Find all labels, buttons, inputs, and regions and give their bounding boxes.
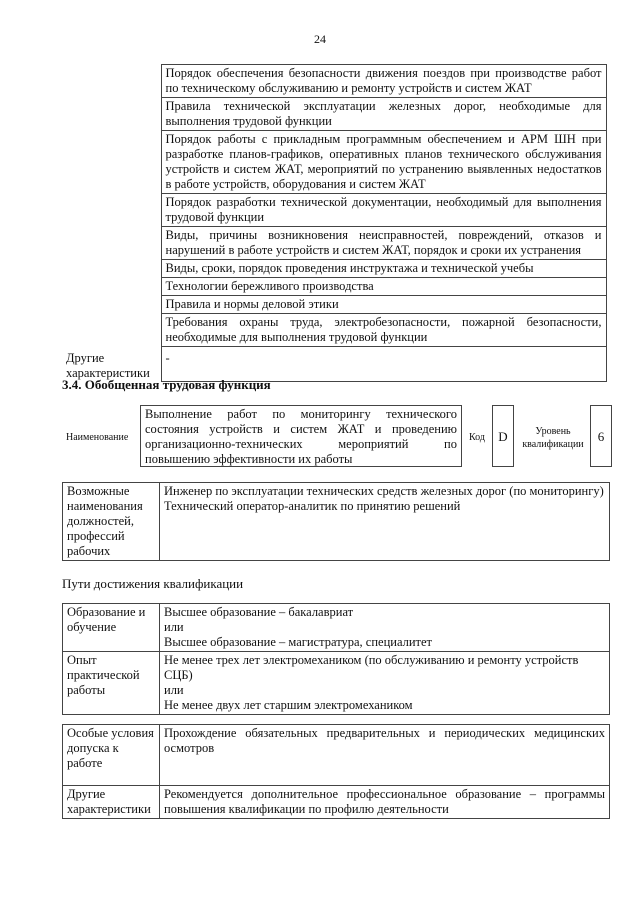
knowledge-item: Порядок обеспечения безопасности движения поездов при производстве работ по техническому обслуживанию и ремонту устройств и систем ЖАТ xyxy=(161,65,606,98)
text-line: Высшее образование – магистратура, специалитет xyxy=(164,635,433,649)
knowledge-spacer-cell xyxy=(62,131,161,194)
knowledge-row xyxy=(62,131,606,194)
knowledge-item: Виды, причины возникновения неисправностей, повреждений, отказов и нарушений в работе устройств и систем ЖАТ, порядок и сроки их устранения xyxy=(161,227,606,260)
experience-value xyxy=(160,652,610,715)
education-label: Образование и обучение xyxy=(63,604,160,652)
text-line: Высшее образование – бакалавриат xyxy=(164,605,354,619)
code-label: Код xyxy=(469,432,485,443)
text-line: или xyxy=(164,683,184,697)
knowledge-row xyxy=(62,194,606,227)
code-box xyxy=(492,405,514,467)
knowledge-row xyxy=(62,98,606,131)
text-line: или xyxy=(164,620,184,634)
knowledge-spacer-cell xyxy=(62,194,161,227)
knowledge-spacer-cell xyxy=(62,296,161,314)
function-name: Выполнение работ по мониторингу технического состояния устройств и систем ЖАТ и проведению организационно-технических мероприятий по повышению эффективности их работы xyxy=(145,407,457,466)
knowledge-row xyxy=(62,278,606,296)
text-line: Технический оператор-аналитик по принятию решений xyxy=(164,499,461,513)
education-value xyxy=(160,604,610,652)
knowledge-item: Технологии бережливого производства xyxy=(161,278,606,296)
page-number: 24 xyxy=(314,32,326,46)
positions-label: Возможные наименования должностей, профессий рабочих xyxy=(63,483,160,561)
knowledge-row xyxy=(62,65,606,98)
code-value: D xyxy=(498,429,508,444)
knowledge-item: Правила технической эксплуатации железных дорог, необходимые для выполнения трудовой функции xyxy=(161,98,606,131)
paths-title: Пути достижения квалификации xyxy=(62,576,244,591)
knowledge-item: Виды, сроки, порядок проведения инструктажа и технической учебы xyxy=(161,260,606,278)
knowledge-row xyxy=(62,227,606,260)
level-label: Уровень квалификации xyxy=(522,426,584,450)
other2-value: Рекомендуется дополнительное профессиональное образование – программы повышения квалификации по профилю деятельности xyxy=(160,786,610,819)
text-line: Инженер по эксплуатации технических средств железных дорог (по мониторингу) xyxy=(164,484,604,498)
knowledge-spacer-cell xyxy=(62,260,161,278)
section-heading: 3.4. Обобщенная трудовая функция xyxy=(62,377,271,392)
qualification-table xyxy=(62,603,610,715)
conditions-table xyxy=(62,724,610,819)
knowledge-row xyxy=(62,260,606,278)
knowledge-table xyxy=(62,64,607,382)
other2-label: Другие характеристики xyxy=(63,786,160,819)
knowledge-item: Порядок разработки технической документации, необходимый для выполнения трудовой функции xyxy=(161,194,606,227)
knowledge-spacer-cell xyxy=(62,227,161,260)
knowledge-spacer-cell xyxy=(62,65,161,98)
level-value: 6 xyxy=(597,429,605,444)
level-box xyxy=(590,405,612,467)
knowledge-row xyxy=(62,314,606,347)
knowledge-spacer-cell xyxy=(62,98,161,131)
knowledge-row xyxy=(62,296,606,314)
knowledge-spacer-cell xyxy=(62,278,161,296)
knowledge-item: Требования охраны труда, электробезопасности, пожарной безопасности, необходимые для выполнения трудовой функции xyxy=(161,314,606,347)
special-label: Особые условия допуска к работе xyxy=(63,725,160,786)
text-line: Не менее трех лет электромехаником (по обслуживанию и ремонту устройств СЦБ) xyxy=(164,653,579,682)
name-label: Наименование xyxy=(66,432,129,443)
other-characteristics-label: Другие характеристики xyxy=(62,347,161,382)
knowledge-spacer-cell xyxy=(62,314,161,347)
positions-table xyxy=(62,482,610,561)
special-value: Прохождение обязательных предварительных и периодических медицинских осмотров xyxy=(160,725,610,786)
text-line: Не менее двух лет старшим электромехаником xyxy=(164,698,413,712)
positions-value xyxy=(160,483,610,561)
knowledge-item: Правила и нормы деловой этики xyxy=(161,296,606,314)
knowledge-item: Порядок работы с прикладным программным обеспечением и АРМ ШН при разработке планов-графиков, оперативных планов технического обслуживания устройств и систем ЖАТ, мероприятий по устранению выявленных недостатков в работе устройств, оборудования и систем ЖАТ xyxy=(161,131,606,194)
other-characteristics-value: - xyxy=(161,347,606,382)
experience-label: Опыт практической работы xyxy=(63,652,160,715)
function-name-box xyxy=(140,405,462,467)
